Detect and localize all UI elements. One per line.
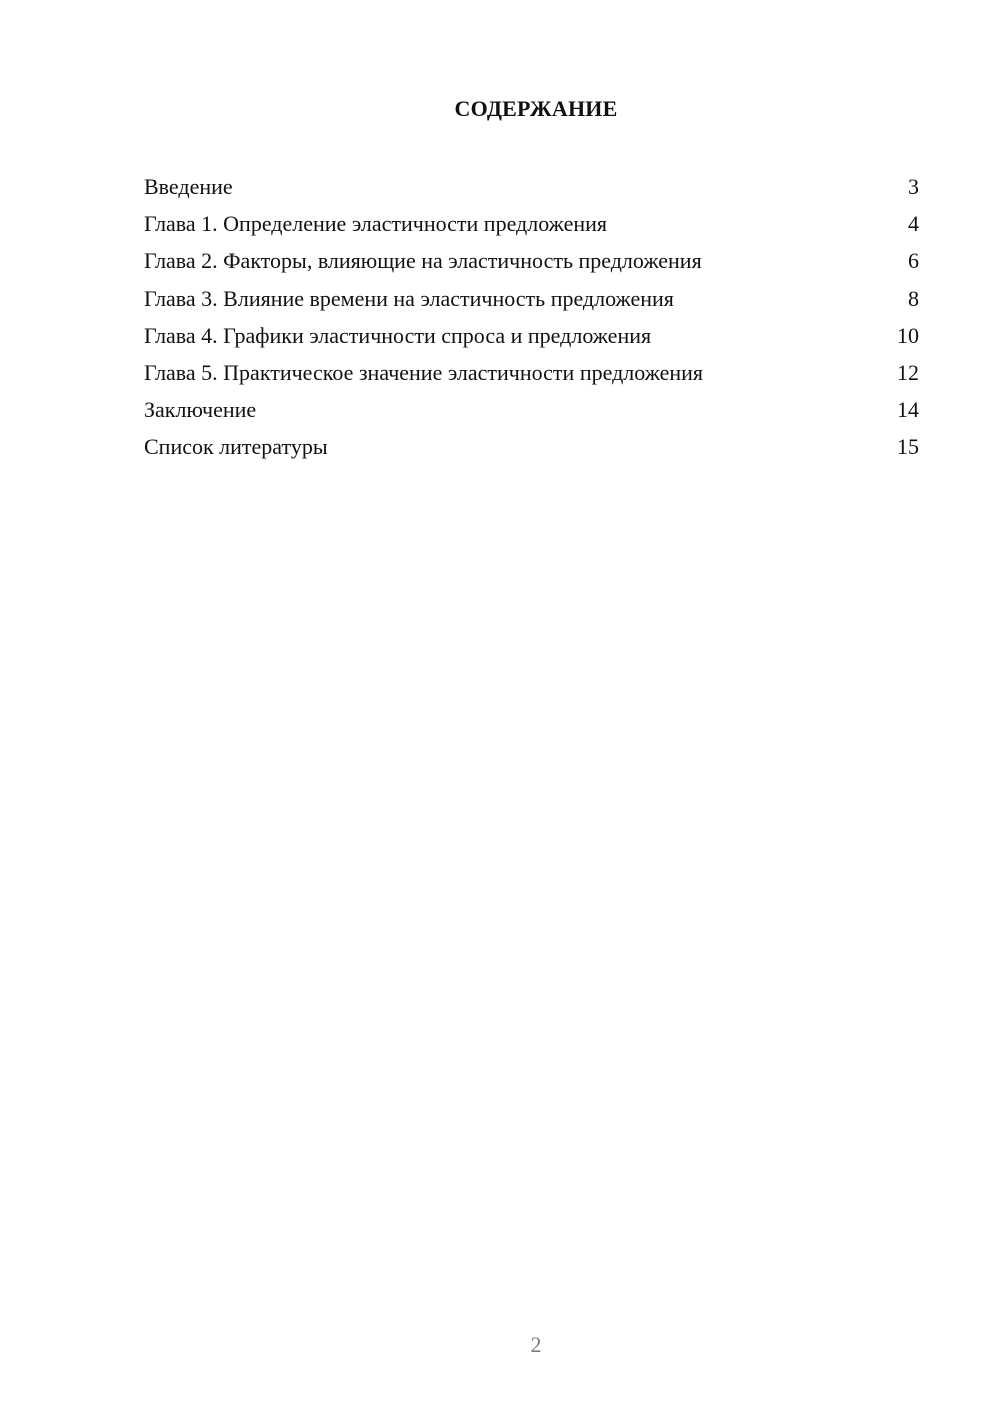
toc-entry-page: 3 — [908, 174, 919, 199]
toc-entry-title: Заключение — [144, 397, 257, 423]
toc-entry-title: Глава 3. Влияние времени на эластичность предложения — [144, 285, 674, 311]
toc-entry-chapter-4 — [144, 317, 919, 354]
toc-entry-page: 8 — [908, 285, 919, 311]
toc-entry-title: Глава 1. Определение эластичности предложения — [144, 211, 608, 237]
toc-entry-chapter-5 — [144, 354, 919, 391]
table-of-contents — [144, 168, 919, 466]
toc-heading: СОДЕРЖАНИЕ — [454, 96, 618, 121]
toc-entry-conclusion — [144, 391, 919, 428]
toc-entry-chapter-3 — [144, 280, 919, 317]
toc-entry-chapter-2 — [144, 242, 919, 279]
toc-entry-references — [144, 428, 919, 465]
toc-entry-introduction — [144, 168, 919, 205]
toc-entry-title: Список литературы — [144, 434, 328, 460]
toc-entry-page: 10 — [897, 322, 919, 348]
toc-entry-chapter-1 — [144, 205, 919, 242]
toc-entry-title: Глава 4. Графики эластичности спроса и предложения — [144, 322, 652, 348]
toc-entry-title: Введение — [144, 174, 233, 199]
toc-entry-page: 6 — [908, 248, 919, 274]
toc-entry-page: 15 — [897, 434, 919, 460]
page-number: 2 — [530, 1332, 542, 1357]
toc-entry-page: 14 — [897, 397, 919, 423]
toc-entry-title: Глава 5. Практическое значение эластичности предложения — [144, 359, 704, 385]
toc-entry-title: Глава 2. Факторы, влияющие на эластичность предложения — [144, 248, 702, 274]
toc-entry-page: 4 — [908, 211, 919, 237]
toc-entry-page: 12 — [897, 359, 919, 385]
